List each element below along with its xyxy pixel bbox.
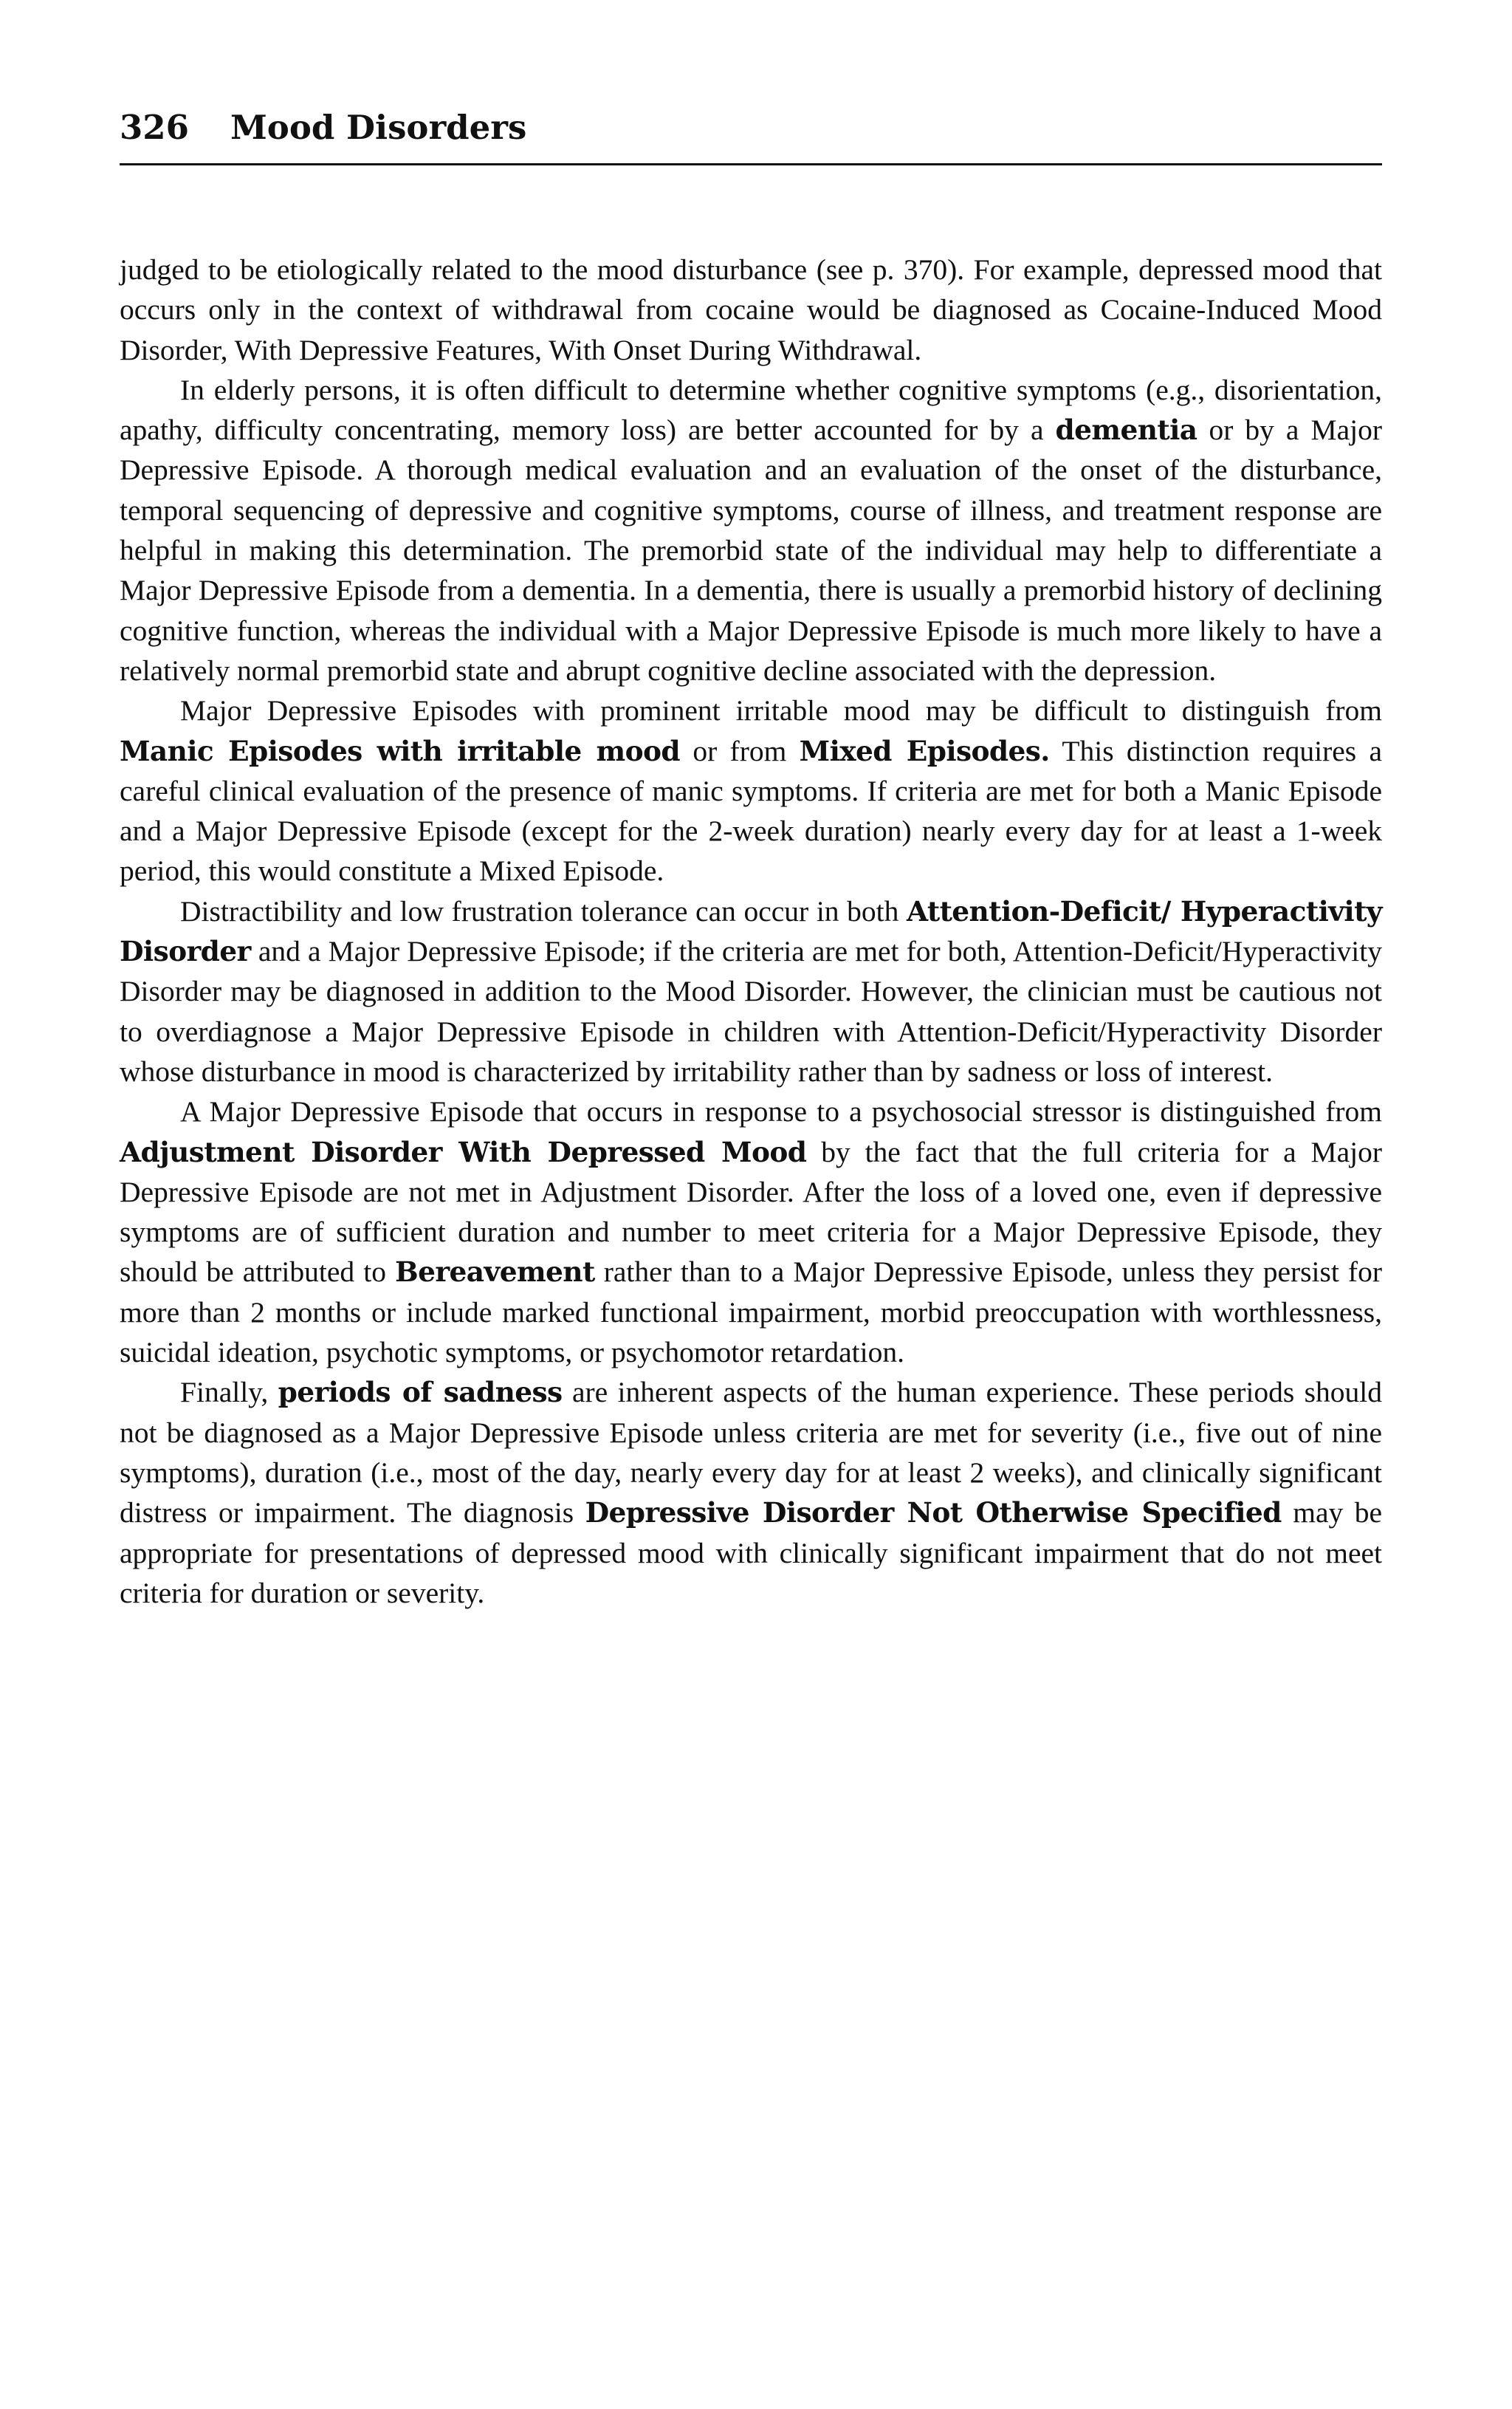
text-run: and a Major Depressive Episode; if the criteria are met for both, Attention-Deficit/Hyperactivity Disorder may be diagnosed in addition to the Mood Disorder. However, the clinician must be cautious not to overdiagnose a Major Depressive Episode in children with Attention-Deficit/Hyperactivity Disorder whose disturbance in mood is characterized by irritability rather than by sadness or loss of interest.: [120, 935, 1382, 1088]
book-page: [120, 108, 1383, 1613]
text-run: In elderly persons, it is often difficult to determine whether cognitive symptoms (e.g., disorientation, apathy, difficulty concentrating, memory loss) are better accounted for by a: [120, 373, 1382, 447]
bold-term-manic-episodes: Manic Episodes with irritable mood: [120, 734, 681, 767]
paragraph-continuation: [120, 250, 1382, 370]
running-head: [120, 108, 1382, 165]
text-run: judged to be etiologically related to the mood disturbance (see p. 370). For example, depressed mood that occurs only in the context of withdrawal from cocaine would be diagnosed as Cocaine-Induced Mood Disorder, With Depressive Features, With Onset During Withdrawal.: [120, 253, 1382, 366]
text-run: or by a Major Depressive Episode. A thorough medical evaluation and an evaluation of the onset of the disturbance, temporal sequencing of depressive and cognitive symptoms, course of illness, and treatment response are helpful in making this determination. The premorbid state of the individual may help to differentiate a Major Depressive Episode from a dementia. In a dementia, there is usually a premorbid history of declining cognitive function, whereas the individual with a Major Depressive Episode is much more likely to have a relatively normal premorbid state and abrupt cognitive decline associated with the depression.: [120, 414, 1382, 687]
chapter-title: Mood Disorders: [230, 108, 527, 147]
paragraph-adhd: [120, 891, 1382, 1092]
body-text: [120, 250, 1382, 1613]
text-run: Distractibility and low frustration tolerance can occur in both: [180, 894, 907, 928]
bold-term-adhd: Attention-Deficit/ Hyperactivity Disorder: [120, 894, 1382, 968]
bold-term-dementia: dementia: [1055, 414, 1197, 447]
bold-term-adjustment-disorder: Adjustment Disorder With Depressed Mood: [120, 1135, 807, 1168]
text-run: are inherent aspects of the human experience. These periods should not be diagnosed as a Major Depressive Episode unless criteria are met for severity (i.e., five out of nine symptoms), duration (i.e., most of the day, nearly every day for at least 2 weeks), and clinically significant distress or impairment. The diagnosis: [120, 1376, 1382, 1529]
text-run: A Major Depressive Episode that occurs in response to a psychosocial stressor is distinguished from: [180, 1095, 1382, 1128]
bold-term-bereavement: Bereavement: [395, 1255, 595, 1289]
paragraph-dementia: [120, 370, 1382, 691]
text-run: or from: [680, 734, 800, 767]
page-number: 326: [120, 108, 189, 147]
text-run: may be appropriate for presentations of depressed mood with clinically significant impairment that do not meet criteria for duration or severity.: [120, 1496, 1382, 1609]
paragraph-adjustment-bereavement: [120, 1092, 1382, 1372]
paragraph-sadness: [120, 1372, 1382, 1613]
text-run: rather than to a Major Depressive Episode, unless they persist for more than 2 months or include marked functional impairment, morbid preoccupation with worthlessness, suicidal ideation, psychotic symptoms, or psychomotor retardation.: [120, 1255, 1382, 1369]
bold-term-depressive-disorder-nos: Depressive Disorder Not Otherwise Specified: [585, 1496, 1282, 1529]
bold-term-mixed-episodes: Mixed Episodes.: [799, 734, 1050, 767]
text-run: by the fact that the full criteria for a Major Depressive Episode are not met in Adjustment Disorder. After the loss of a loved one, even if depressive symptoms are of sufficient duration and number to meet criteria for a Major Depressive Episode, they should be attributed to: [120, 1135, 1382, 1289]
text-run: This distinction requires a careful clinical evaluation of the presence of manic symptoms. If criteria are met for both a Manic Episode and a Major Depressive Episode (except for the 2-week duration) nearly every day for at least a 1-week period, this would constitute a Mixed Episode.: [120, 734, 1383, 888]
bold-term-periods-of-sadness: periods of sadness: [278, 1376, 563, 1409]
text-run: Finally,: [180, 1376, 278, 1409]
text-run: Major Depressive Episodes with prominent irritable mood may be difficult to distinguish from: [180, 694, 1382, 727]
paragraph-manic-mixed: [120, 691, 1382, 891]
